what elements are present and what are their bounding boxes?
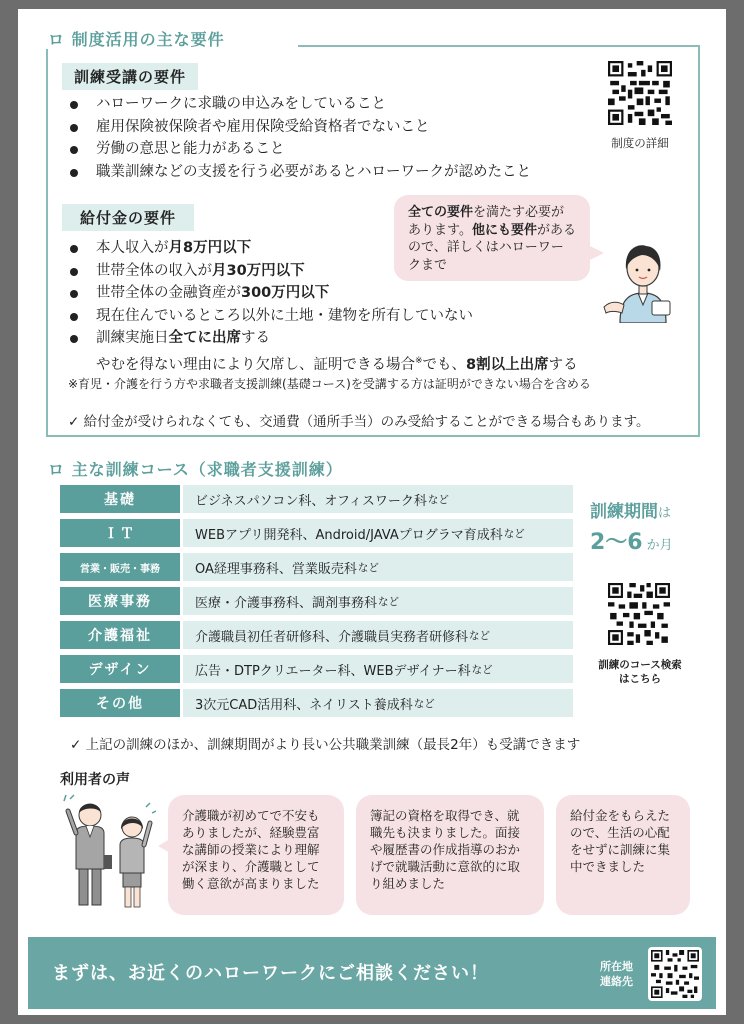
footer-cta-text: まずは、お近くのハローワークにご相談ください！ xyxy=(52,963,489,984)
footer-qr-caption: 所在地 連絡先 xyxy=(600,960,633,988)
transport-allowance-note: ✓ 給付金が受けられなくても、交通費（通所手当）のみ受給することができる場合もあります。 xyxy=(68,414,650,430)
course-label-it: ＩＴ xyxy=(60,519,180,547)
bubble-emphasis: 他にも要件 xyxy=(471,222,537,238)
flyer-page xyxy=(18,9,726,1015)
staff-woman-illustration xyxy=(598,231,688,323)
voice-card-1: 介護職が初めてで不安もありましたが、経験豊富な講師の授業により理解が深まり、介護職として働く意欲が高まりました xyxy=(168,795,344,915)
footer-banner xyxy=(28,937,716,1009)
course-value-design: 広告・DTPクリエーター科、WEBデザイナー科 など xyxy=(183,655,573,683)
training-requirements-list xyxy=(62,93,531,183)
qr-caption-course-search: 訓練のコース検索 はこちら xyxy=(598,659,682,685)
qr-caption-details: 制度の詳細 xyxy=(611,136,669,150)
list-item: 職業訓練などの支援を行う必要があるとハローワークが認めたこと xyxy=(62,161,531,184)
course-label-sales: 営業・販売・事務 xyxy=(60,553,180,581)
users-illustration xyxy=(60,793,156,913)
voices-title: 利用者の声 xyxy=(60,772,130,788)
public-training-note: ✓ 上記の訓練のほか、訓練期間がより長い公共職業訓練（最長2年）も受講できます xyxy=(70,737,581,753)
training-requirements-title: 訓練受講の要件 xyxy=(62,63,198,90)
list-item: 世帯全体の金融資産が300万円以下 xyxy=(62,282,578,305)
qr-code-icon xyxy=(651,950,699,998)
qr-code-icon xyxy=(608,61,672,125)
course-value-care: 介護職員初任者研修科、介護職員実務者研修科 など xyxy=(183,621,573,649)
course-label-medical: 医療事務 xyxy=(60,587,180,615)
course-label-design: デザイン xyxy=(60,655,180,683)
bubble-emphasis: 全ての要件 xyxy=(408,205,474,220)
course-value-sales: OA経理事務科、営業販売科 など xyxy=(183,553,573,581)
requirements-section-title: ロ 制度活用の主な要件 xyxy=(48,30,225,49)
list-item: 雇用保険被保険者や雇用保険受給資格者でないこと xyxy=(62,116,531,139)
course-value-medical: 医療・介護事務科、調剤事務科 など xyxy=(183,587,573,615)
list-item: ハローワークに求職の申込みをしていること xyxy=(62,93,531,116)
benefit-footnote: ※育児・介護を行う方や求職者支援訓練(基礎コース)を受講する方は証明ができない場合を含める xyxy=(68,377,591,391)
bubble-text: があるので、詳しくはハローワークまで xyxy=(408,222,576,273)
list-item-continuation: やむを得ない理由により欠席し、証明できる場合※でも、8割以上出席する xyxy=(96,355,578,373)
training-period: 訓練期間は xyxy=(590,502,672,522)
benefit-requirements-list xyxy=(62,237,578,372)
benefit-requirements-title: 給付金の要件 xyxy=(62,204,194,231)
course-value-other: 3次元CAD活用科、ネイリスト養成科 など xyxy=(183,689,573,717)
course-label-care: 介護福祉 xyxy=(60,621,180,649)
list-item: 訓練実施日全てに出席する xyxy=(62,327,578,350)
course-value-basic: ビジネスパソコン科、オフィスワーク科 など xyxy=(183,485,573,513)
voice-card-3: 給付金をもらえたので、生活の心配をせずに訓練に集中できました xyxy=(556,795,690,915)
course-value-it: WEBアプリ開発科、Android/JAVAプログラマ育成科 など xyxy=(183,519,573,547)
qr-code-icon xyxy=(608,583,670,645)
list-item: 現在住んでいるところ以外に土地・建物を所有していない xyxy=(62,305,578,328)
course-label-other: その他 xyxy=(60,689,180,717)
qr-code-course-search[interactable] xyxy=(608,583,670,645)
course-label-basic: 基礎 xyxy=(60,485,180,513)
courses-section-title: ロ 主な訓練コース（求職者支援訓練） xyxy=(48,460,343,479)
training-period-range: 2〜6 か月 xyxy=(590,530,673,555)
qr-code-details[interactable] xyxy=(608,61,672,125)
list-item: 労働の意思と能力があること xyxy=(62,138,531,161)
list-item: 本人収入が月8万円以下 xyxy=(62,237,578,260)
qr-code-location[interactable] xyxy=(648,947,702,1001)
list-item: 世帯全体の収入が月30万円以下 xyxy=(62,260,578,283)
voice-card-2: 簿記の資格を取得でき、就職先も決まりました。面接や履歴書の作成指導のおかげで就職活動に意欲的に取り組めました xyxy=(356,795,544,915)
bubble-text: を満たす必要があります。 xyxy=(408,205,565,238)
